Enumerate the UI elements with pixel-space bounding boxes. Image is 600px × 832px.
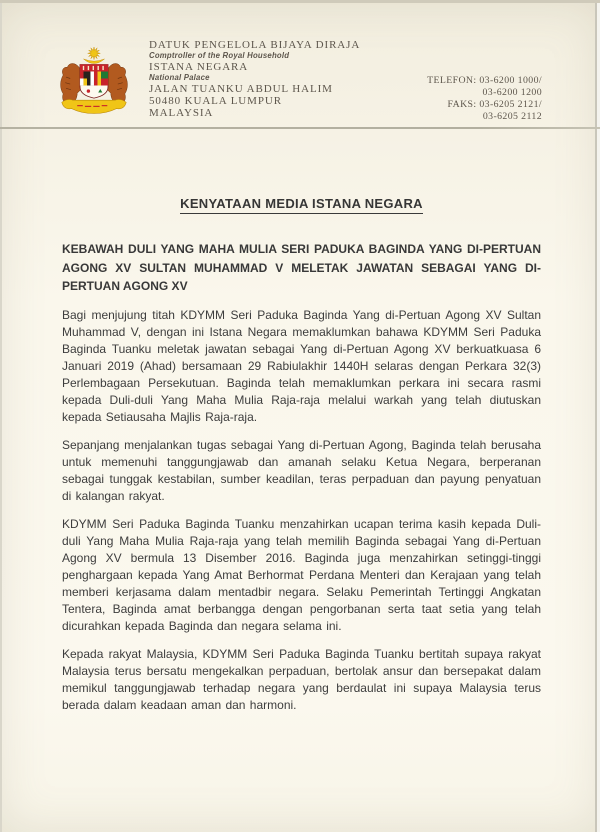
letterhead-palace-name: ISTANA NEGARA xyxy=(149,61,249,73)
telephone-line-2: 03-6200 1200 xyxy=(482,87,542,98)
letterhead-address-block xyxy=(149,39,360,119)
letterhead-country: MALAYSIA xyxy=(149,107,214,119)
body-paragraph-3: KDYMM Seri Paduka Baginda Tuanku menzahirkan ucapan terima kasih kepada Duli-duli Yang Maha Mulia Raja-raja yang telah memilih Baginda sebagai Yang di-Pertuan Agong XV bermula 13 Disember 2016. Baginda juga menzahirkan setinggi-tinggi penghargaan kepada Yang Amat Berhormat Perdana Menteri dan Kerajaan yang telah memberi kerjasama dalam mentadbir negara. Selaku Pemerintah Tertinggi Angkatan Tentera, Baginda amat berbangga dengan pengorbanan serta taat setia yang telah dicurahkan kepada Baginda dan negara selama ini. xyxy=(62,516,541,633)
letterhead-contact-block xyxy=(427,75,542,123)
body-paragraph-2: Sepanjang menjalankan tugas sebagai Yang di-Pertuan Agong, Baginda telah berusaha untuk memenuhi tanggungjawab dan amanah selaku Ketua Negara, berperanan sebagai tunggak kestabilan, sumber keadilan, teras perpaduan dan payung penyatuan di kalangan rakyat. xyxy=(62,437,541,503)
letterhead-street: JALAN TUANKU ABDUL HALIM xyxy=(149,83,333,95)
document-title-text: KENYATAAN MEDIA ISTANA NEGARA xyxy=(180,196,423,214)
body-paragraph-1: Bagi menjujung titah KDYMM Seri Paduka Baginda Yang di-Pertuan Agong XV Sultan Muhammad V, dengan ini Istana Negara memaklumkan bahawa KDYMM Seri Paduka Baginda Tuanku meletak jawatan sebagai Yang di-Pertuan Agong XV berkuatkuasa 6 Januari 2019 (Ahad) bersamaan 29 Rabiulakhir 1440H selaras dengan Perkara 32(3) Perlembagaan Persekutuan. Baginda telah memaklumkan perkara ini secara rasmi kepada Duli-duli Yang Maha Mulia Raja-raja melalui warkah yang telah diutuskan kepada Setiausaha Majlis Raja-raja. xyxy=(62,307,541,424)
body-paragraph-4: Kepada rakyat Malaysia, KDYMM Seri Paduka Baginda Tuanku bertitah supaya rakyat Malaysia terus bersatu mengekalkan perpaduan, bertolak ansur dan bersepakat dalam memikul tanggungjawab terhadap negara yang berdaulat ini supaya Malaysia terus berada dalam keadaan aman dan harmoni. xyxy=(62,646,541,712)
fax-line-1: FAKS: 03-6205 2121/ xyxy=(447,99,542,110)
telephone-line-1: TELEFON: 03-6200 1000/ xyxy=(427,75,542,86)
letterhead xyxy=(0,3,600,129)
letterhead-city: 50480 KUALA LUMPUR xyxy=(149,95,282,107)
letterhead-palace-name-english: National Palace xyxy=(149,73,210,82)
letterhead-office-name-english: Comptroller of the Royal Household xyxy=(149,51,290,60)
press-statement-body xyxy=(0,195,600,714)
letterhead-office-name: DATUK PENGELOLA BIJAYA DIRAJA xyxy=(149,39,361,51)
subject-heading: KEBAWAH DULI YANG MAHA MULIA SERI PADUKA BAGINDA YANG DI-PERTUAN AGONG XV SULTAN MUHAMMAD V MELETAK JAWATAN SEBAGAI YANG DI-PERTUAN AGONG XV xyxy=(62,242,541,293)
document-title xyxy=(62,195,541,213)
malaysia-coat-of-arms-icon xyxy=(52,37,136,127)
letterhead-divider-rule xyxy=(0,127,600,129)
fax-line-2: 03-6205 2112 xyxy=(482,111,542,122)
